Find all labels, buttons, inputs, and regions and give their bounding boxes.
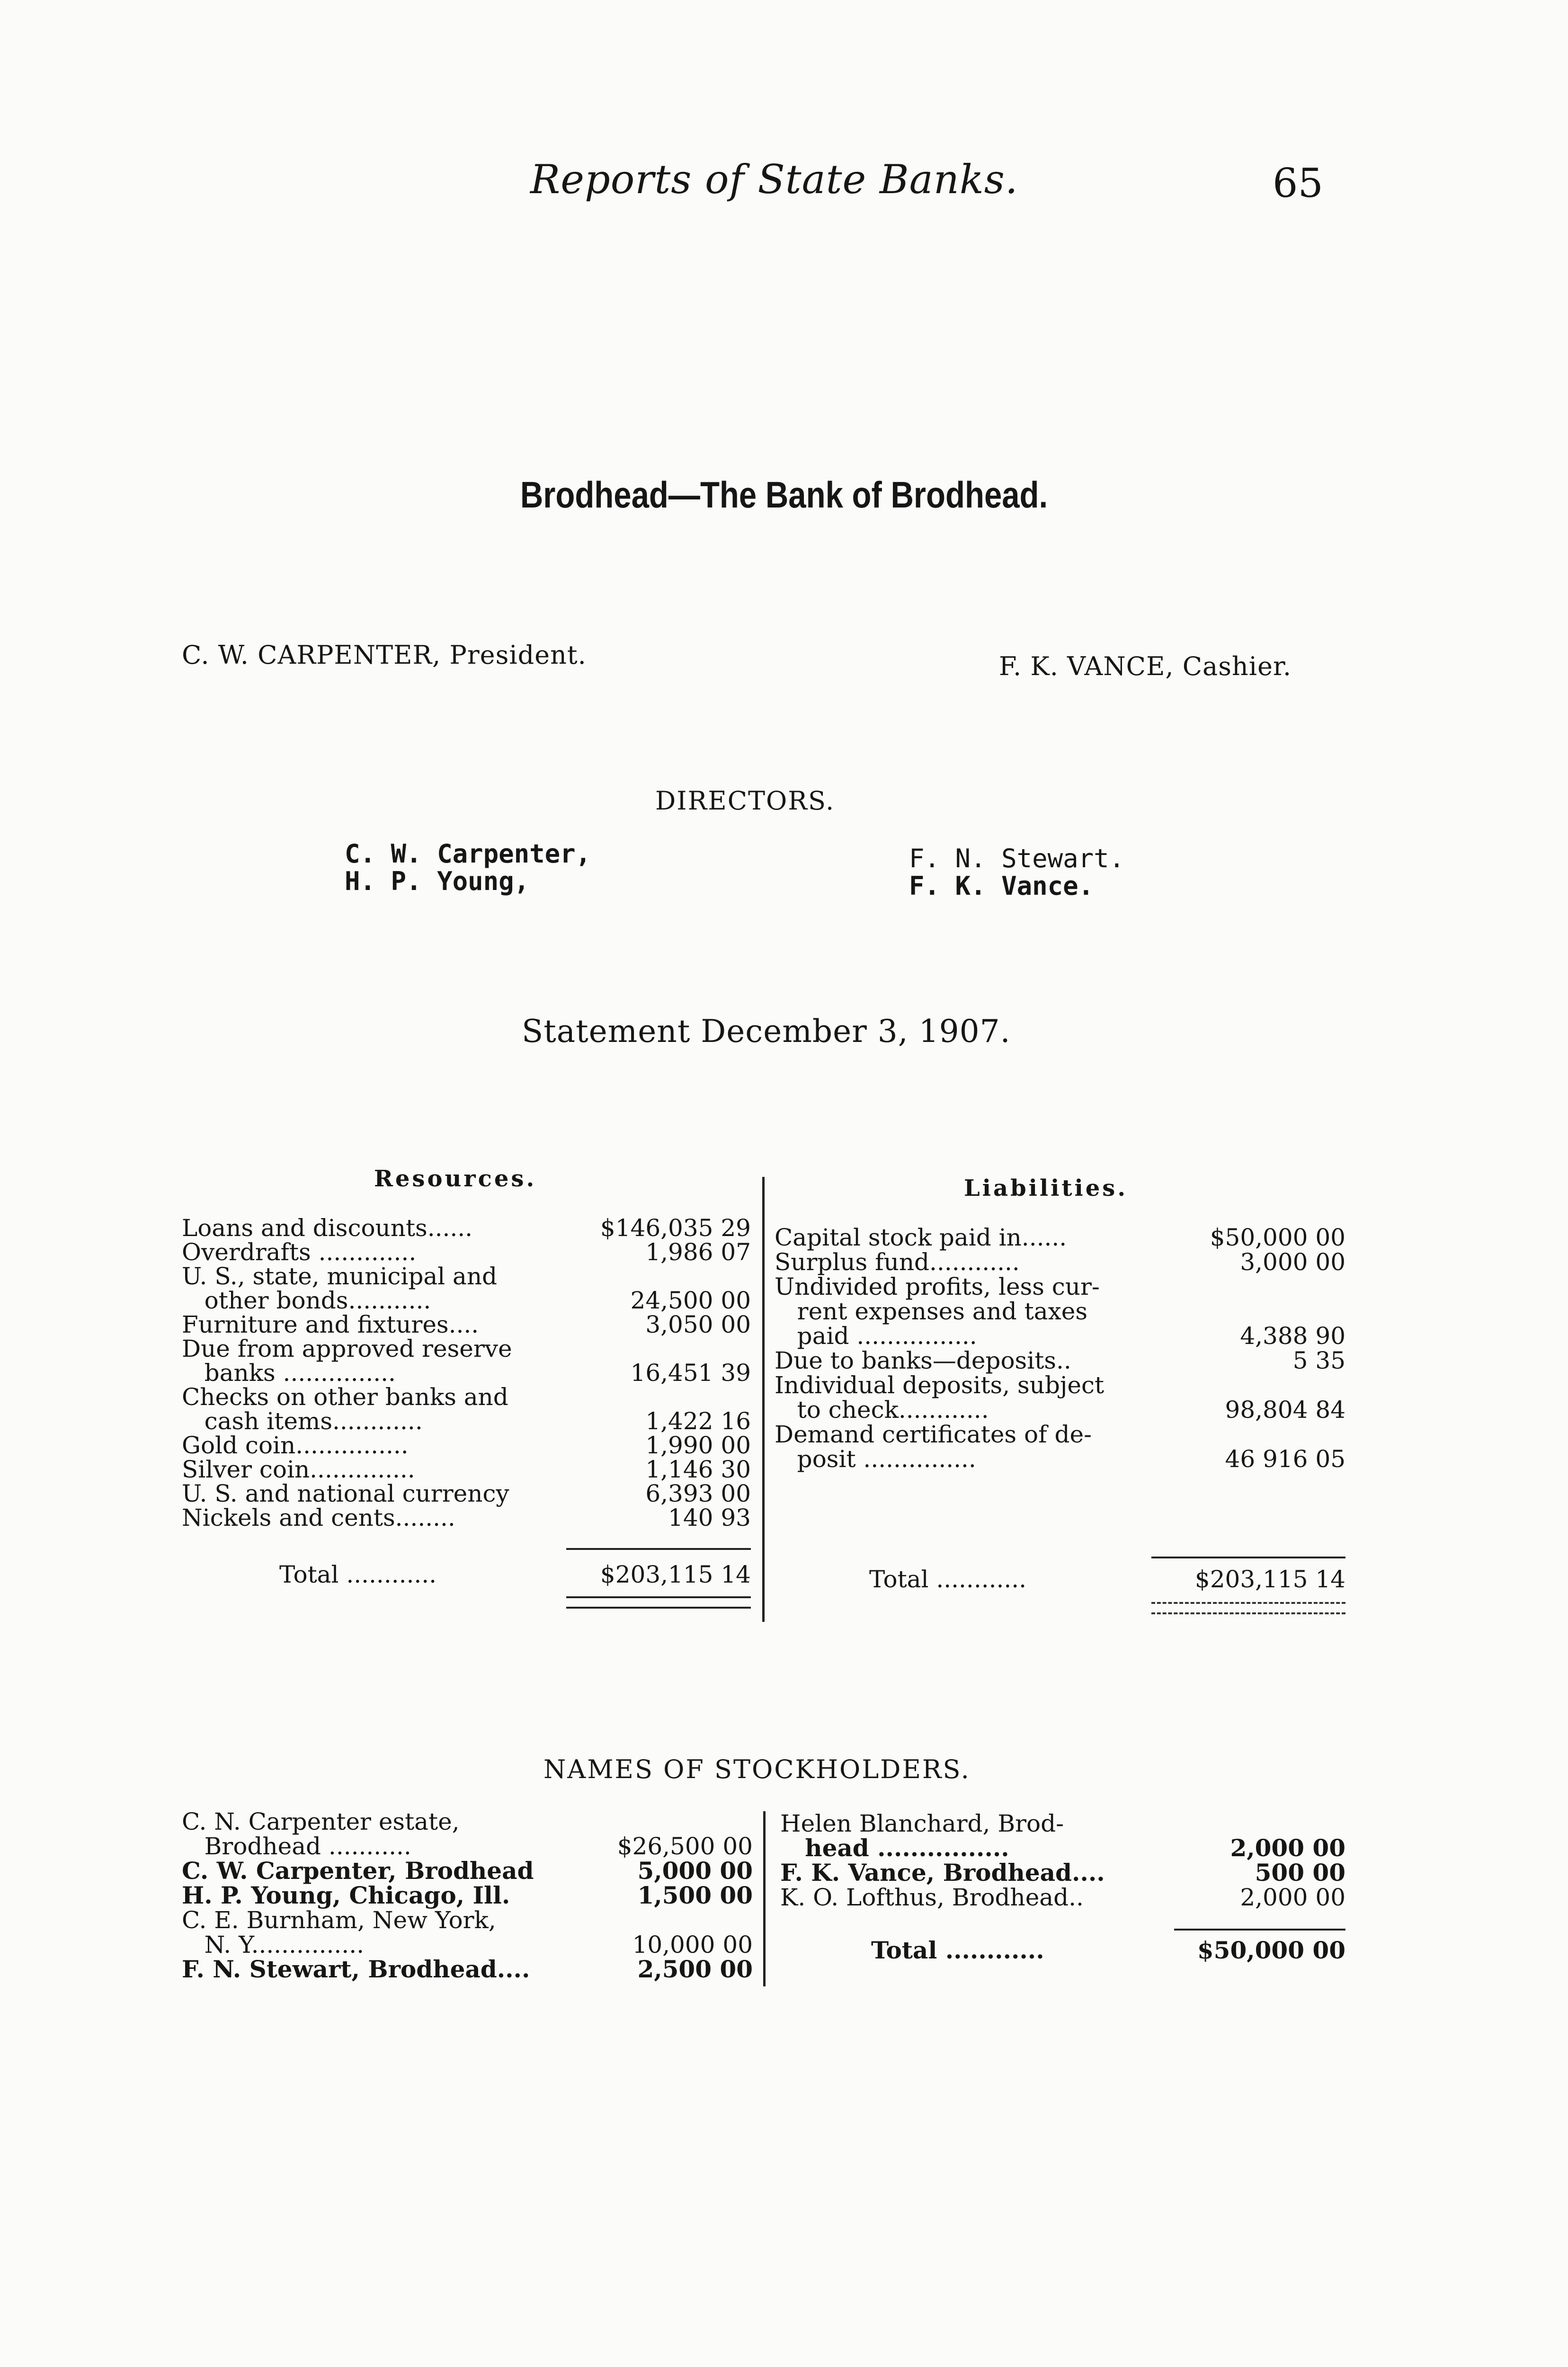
ledger-row: [182, 1385, 751, 1409]
total-rule: [1174, 1929, 1345, 1931]
ledger-row-amount: 1,146 30: [645, 1456, 751, 1483]
stockholders-total-label: Total ............: [871, 1936, 1044, 1964]
cashier-line: F. K. VANCE, Cashier.: [999, 651, 1292, 681]
ledger-row: [182, 1883, 753, 1908]
ledger-row: [182, 1433, 751, 1458]
ledger-row-label: banks ...............: [182, 1359, 396, 1387]
ledger-row: [775, 1274, 1345, 1299]
stockholders-right-table: [780, 1811, 1345, 1925]
total-rule: [566, 1548, 751, 1550]
ledger-row: [182, 1457, 751, 1482]
resources-total-label: Total ............: [279, 1561, 437, 1588]
director-name: F. N. Stewart.: [909, 844, 1125, 873]
ledger-row: [182, 1957, 753, 1982]
ledger-row: [182, 1481, 751, 1506]
director-name: C. W. Carpenter,: [345, 839, 591, 869]
ledger-row-amount: $50,000 00: [1210, 1224, 1345, 1251]
ledger-row-label: rent expenses and taxes: [775, 1298, 1088, 1325]
ledger-row-amount: 4,388 90: [1240, 1322, 1345, 1350]
ledger-row-amount: 2,000 00: [1230, 1834, 1345, 1862]
ledger-row-label: Gold coin...............: [182, 1432, 409, 1459]
ledger-row: [182, 1312, 751, 1337]
ledger-row-amount: 46 916 05: [1225, 1445, 1345, 1473]
ledger-row-label: Silver coin..............: [182, 1456, 415, 1483]
liabilities-total-amount: $203,115 14: [1194, 1566, 1345, 1593]
ledger-row-amount: 1,500 00: [637, 1881, 753, 1909]
ledger-row: [780, 1885, 1345, 1910]
liabilities-table: [775, 1225, 1345, 1490]
ledger-row-label: Surplus fund............: [775, 1248, 1020, 1276]
ledger-row-label: paid ................: [775, 1322, 977, 1350]
ledger-row-label: F. K. Vance, Brodhead....: [780, 1859, 1105, 1886]
liabilities-heading: Liabilities.: [964, 1175, 1128, 1201]
ledger-row: [182, 1505, 751, 1530]
ledger-row-amount: 24,500 00: [630, 1287, 751, 1314]
ledger-row-label: Due to banks—deposits..: [775, 1347, 1071, 1374]
director-name: F. K. Vance.: [909, 871, 1094, 901]
running-head: Reports of State Banks.: [530, 156, 1018, 203]
statement-date: Statement December 3, 1907.: [522, 1013, 1011, 1050]
ledger-row-label: N. Y...............: [182, 1931, 364, 1958]
ledger-row-amount: 500 00: [1255, 1859, 1345, 1886]
resources-total-amount: $203,115 14: [600, 1561, 751, 1588]
ledger-row-amount: 1,986 07: [645, 1238, 751, 1266]
ledger-row-label: Capital stock paid in......: [775, 1224, 1067, 1251]
liabilities-total-label: Total ............: [869, 1566, 1027, 1593]
ledger-row-label: Individual deposits, subject: [775, 1371, 1105, 1399]
ledger-row: [780, 1860, 1345, 1885]
ledger-row: [775, 1397, 1345, 1422]
ledger-row-label: Demand certificates of de-: [775, 1421, 1092, 1448]
ledger-row-label: posit ...............: [775, 1445, 976, 1473]
ledger-row-amount: 1,990 00: [645, 1432, 751, 1459]
ledger-row-label: head ................: [780, 1834, 1009, 1862]
ledger-row: [182, 1336, 751, 1361]
ledger-row-label: C. E. Burnham, New York,: [182, 1906, 496, 1934]
ledger-row: [182, 1908, 753, 1932]
ledger-row-label: Furniture and fixtures....: [182, 1311, 479, 1338]
ledger-row-label: Helen Blanchard, Brod-: [780, 1810, 1064, 1837]
ledger-row-label: Undivided profits, less cur-: [775, 1273, 1100, 1300]
ledger-row-label: U. S., state, municipal and: [182, 1263, 498, 1290]
ledger-row: [182, 1216, 751, 1240]
ledger-row-amount: 1,422 16: [645, 1407, 751, 1435]
ledger-row: [182, 1834, 753, 1859]
ledger-row-amount: 10,000 00: [632, 1931, 753, 1958]
ledger-row: [780, 1811, 1345, 1836]
ledger-row-label: F. N. Stewart, Brodhead....: [182, 1955, 530, 1983]
directors-heading: DIRECTORS.: [655, 786, 835, 816]
stockholders-left-table: [182, 1809, 753, 1989]
ledger-row: [775, 1422, 1345, 1447]
ledger-row: [182, 1932, 753, 1957]
ledger-row-label: U. S. and national currency: [182, 1480, 509, 1507]
president-line: C. W. CARPENTER, President.: [182, 640, 587, 670]
ledger-row: [775, 1373, 1345, 1397]
column-divider: [763, 1811, 766, 1986]
ledger-row-amount: $26,500 00: [617, 1833, 753, 1860]
ledger-row: [182, 1240, 751, 1264]
ledger-row: [182, 1288, 751, 1313]
ledger-row-amount: 140 93: [668, 1504, 751, 1531]
bank-title: Brodhead—The Bank of Brodhead.: [520, 474, 1048, 516]
ledger-row-label: Loans and discounts......: [182, 1214, 473, 1242]
double-rule: [566, 1596, 751, 1609]
ledger-row-amount: 3,050 00: [645, 1311, 751, 1338]
ledger-row-amount: 16,451 39: [630, 1359, 751, 1387]
ledger-row: [775, 1225, 1345, 1250]
ledger-row-amount: 2,000 00: [1240, 1884, 1345, 1911]
ledger-row-amount: 2,500 00: [637, 1955, 753, 1983]
ledger-row: [780, 1836, 1345, 1860]
director-name: H. P. Young,: [345, 866, 530, 896]
ledger-row: [182, 1361, 751, 1385]
total-rule: [1151, 1557, 1345, 1558]
ledger-row: [775, 1324, 1345, 1348]
ledger-row-amount: 6,393 00: [645, 1480, 751, 1507]
stockholders-heading: NAMES OF STOCKHOLDERS.: [543, 1754, 971, 1784]
ledger-row: [775, 1348, 1345, 1373]
ledger-row: [775, 1250, 1345, 1274]
ledger-row-amount: 3,000 00: [1240, 1248, 1345, 1276]
ledger-row-label: C. W. Carpenter, Brodhead: [182, 1857, 534, 1885]
resources-table: [182, 1216, 750, 1547]
ledger-row-label: Due from approved reserve: [182, 1335, 512, 1362]
page-number: 65: [1273, 160, 1323, 206]
ledger-row-label: to check............: [775, 1396, 989, 1424]
ledger-row-label: K. O. Lofthus, Brodhead..: [780, 1884, 1084, 1911]
ledger-row-label: Checks on other banks and: [182, 1383, 508, 1411]
ledger-row-amount: 5 35: [1292, 1347, 1345, 1374]
resources-heading: Resources.: [374, 1166, 537, 1192]
ledger-row: [182, 1264, 751, 1289]
ledger-row-amount: $146,035 29: [600, 1214, 751, 1242]
ledger-row-label: C. N. Carpenter estate,: [182, 1808, 460, 1835]
stockholders-total-amount: $50,000 00: [1197, 1936, 1345, 1964]
column-divider: [762, 1177, 765, 1622]
ledger-row: [775, 1299, 1345, 1324]
ledger-row-label: H. P. Young, Chicago, Ill.: [182, 1881, 510, 1909]
ledger-row-label: Nickels and cents........: [182, 1504, 455, 1531]
ledger-row: [182, 1809, 753, 1834]
ledger-row-label: other bonds...........: [182, 1287, 431, 1314]
ledger-row-amount: 98,804 84: [1225, 1396, 1345, 1424]
ledger-row: [182, 1859, 753, 1883]
ledger-row-label: Overdrafts .............: [182, 1238, 417, 1266]
ledger-row: [775, 1447, 1345, 1471]
double-rule: [1151, 1602, 1345, 1614]
ledger-row: [182, 1409, 751, 1433]
ledger-row-label: cash items............: [182, 1407, 423, 1435]
ledger-row-label: Brodhead ...........: [182, 1833, 411, 1860]
ledger-row-amount: 5,000 00: [637, 1857, 753, 1885]
